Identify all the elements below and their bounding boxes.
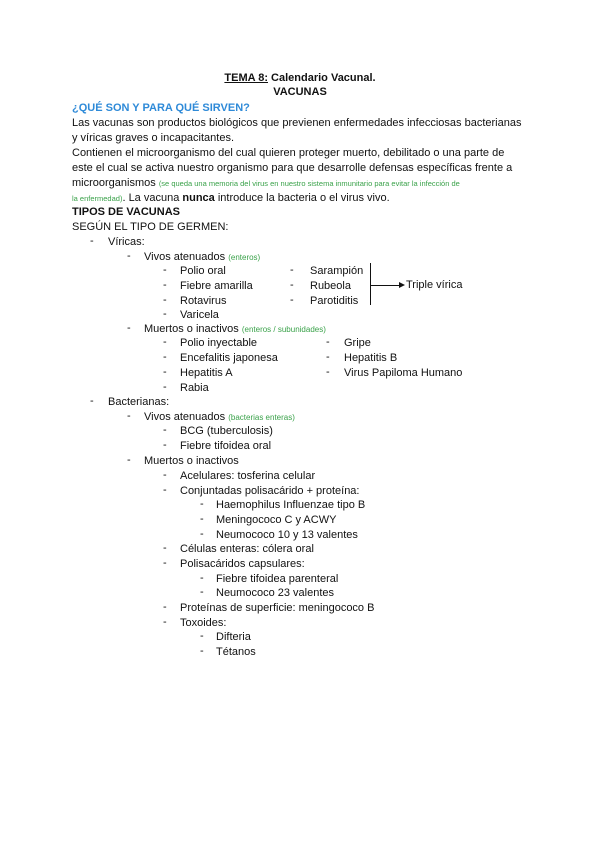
list-item: Tétanos <box>216 646 256 658</box>
list-item: Parotiditis <box>310 295 359 307</box>
bullet-dash: - <box>290 279 294 291</box>
bullet-dash: - <box>127 410 131 422</box>
bullet-dash: - <box>163 424 167 436</box>
paragraph-line: este el cual se activa nuestro organismo para que desarrolle defensas específicas frente a <box>72 162 513 174</box>
bullet-dash: - <box>127 250 131 262</box>
bullet-dash: - <box>90 235 94 247</box>
list-item: Polio oral <box>180 265 226 277</box>
bullet-dash: - <box>326 366 330 378</box>
viricas-label: Víricas: <box>108 236 145 248</box>
text-run: Vivos atenuados <box>144 411 229 423</box>
list-item: Polisacáridos capsulares: <box>180 558 305 570</box>
text-run: Vivos atenuados <box>144 251 229 263</box>
list-item: Rabia <box>180 382 209 394</box>
paragraph-line: Contienen el microorganismo del cual quieren proteger muerto, debilitado o una parte de <box>72 147 505 159</box>
paragraph-line: Las vacunas son productos biológicos que previenen enfermedades infecciosas bacterianas <box>72 117 522 129</box>
bullet-dash: - <box>200 586 204 598</box>
bold-word: nunca <box>182 192 215 204</box>
list-item: Polio inyectable <box>180 337 258 349</box>
bullet-dash: - <box>326 336 330 348</box>
list-item: Meningococo C y ACWY <box>216 514 337 526</box>
list-item: Neumococo 23 valentes <box>216 587 335 599</box>
bullet-dash: - <box>163 381 167 393</box>
list-item: Fiebre tifoidea oral <box>180 440 272 452</box>
green-note: (enteros / subunidades) <box>241 325 326 334</box>
paragraph-line <box>72 176 460 192</box>
bullet-dash: - <box>200 498 204 510</box>
bullet-dash: - <box>163 439 167 451</box>
list-item: Toxoides: <box>180 617 227 629</box>
bullet-dash: - <box>163 484 167 496</box>
list-item: Rubeola <box>310 280 351 292</box>
bullet-dash: - <box>290 264 294 276</box>
tema-label: TEMA 8: <box>224 72 268 84</box>
bullet-dash: - <box>200 645 204 657</box>
arrow-line <box>370 285 400 286</box>
bullet-dash: - <box>163 542 167 554</box>
text-run: microorganismos <box>72 177 159 189</box>
bullet-dash: - <box>163 557 167 569</box>
document-subtitle: VACUNAS <box>273 86 327 98</box>
green-note: (enteros) <box>228 253 261 262</box>
list-item: BCG (tuberculosis) <box>180 425 273 437</box>
bacterianas-label: Bacterianas: <box>108 396 170 408</box>
paragraph-line: y víricas graves o incapacitantes. <box>72 132 235 144</box>
list-item: Rotavirus <box>180 295 227 307</box>
list-item: Fiebre amarilla <box>180 280 253 292</box>
green-note: la enfermedad) <box>72 194 123 203</box>
list-item: Virus Papiloma Humano <box>344 367 463 379</box>
list-item: Neumococo 10 y 13 valentes <box>216 529 358 541</box>
list-item: Haemophilus Influenzae tipo B <box>216 499 366 511</box>
list-item: Hepatitis B <box>344 352 398 364</box>
bullet-dash: - <box>163 279 167 291</box>
bullet-dash: - <box>127 322 131 334</box>
green-note: (se queda una memoria del virus en nuestro sistema inmunitario para evitar la infección de <box>158 179 460 188</box>
bullet-dash: - <box>163 336 167 348</box>
list-item: Acelulares: tosferina celular <box>180 470 316 482</box>
bullet-dash: - <box>326 351 330 363</box>
bullet-dash: - <box>163 616 167 628</box>
bullet-dash: - <box>163 351 167 363</box>
bullet-dash: - <box>200 528 204 540</box>
bullet-dash: - <box>163 294 167 306</box>
bullet-dash: - <box>163 601 167 613</box>
text-run: introduce la bacteria o el virus vivo. <box>214 192 390 204</box>
bullet-dash: - <box>163 366 167 378</box>
bullet-dash: - <box>290 294 294 306</box>
text-run: Muertos o inactivos <box>144 323 242 335</box>
bullet-dash: - <box>163 264 167 276</box>
section-question: ¿QUÉ SON Y PARA QUÉ SIRVEN? <box>72 102 250 114</box>
list-item: Varicela <box>180 309 219 321</box>
list-item: Proteínas de superficie: meningococo B <box>180 602 375 614</box>
list-item: Encefalitis japonesa <box>180 352 278 364</box>
types-subheading: SEGÚN EL TIPO DE GERMEN: <box>72 221 229 233</box>
list-item: Conjuntadas polisacárido + proteína: <box>180 485 360 497</box>
bullet-dash: - <box>200 630 204 642</box>
bullet-dash: - <box>127 454 131 466</box>
bullet-dash: - <box>200 513 204 525</box>
list-item: Sarampión <box>310 265 364 277</box>
bullet-dash: - <box>200 572 204 584</box>
tema-text: Calendario Vacunal. <box>268 72 376 84</box>
bullet-dash: - <box>163 308 167 320</box>
list-item: Células enteras: cólera oral <box>180 543 314 555</box>
list-item: Difteria <box>216 631 251 643</box>
list-item: Gripe <box>344 337 371 349</box>
list-item: Hepatitis A <box>180 367 233 379</box>
bullet-dash: - <box>90 395 94 407</box>
bracket-line <box>370 263 371 305</box>
bacterianas-inactivos: Muertos o inactivos <box>144 455 239 467</box>
arrow-head-icon <box>399 282 405 288</box>
text-run: . La vacuna <box>122 192 183 204</box>
document-title <box>0 72 600 84</box>
types-heading: TIPOS DE VACUNAS <box>72 206 180 218</box>
triple-virica-label: Triple vírica <box>406 279 463 291</box>
list-item: Fiebre tifoidea parenteral <box>216 573 339 585</box>
green-note: (bacterias enteras) <box>228 413 295 422</box>
bullet-dash: - <box>163 469 167 481</box>
